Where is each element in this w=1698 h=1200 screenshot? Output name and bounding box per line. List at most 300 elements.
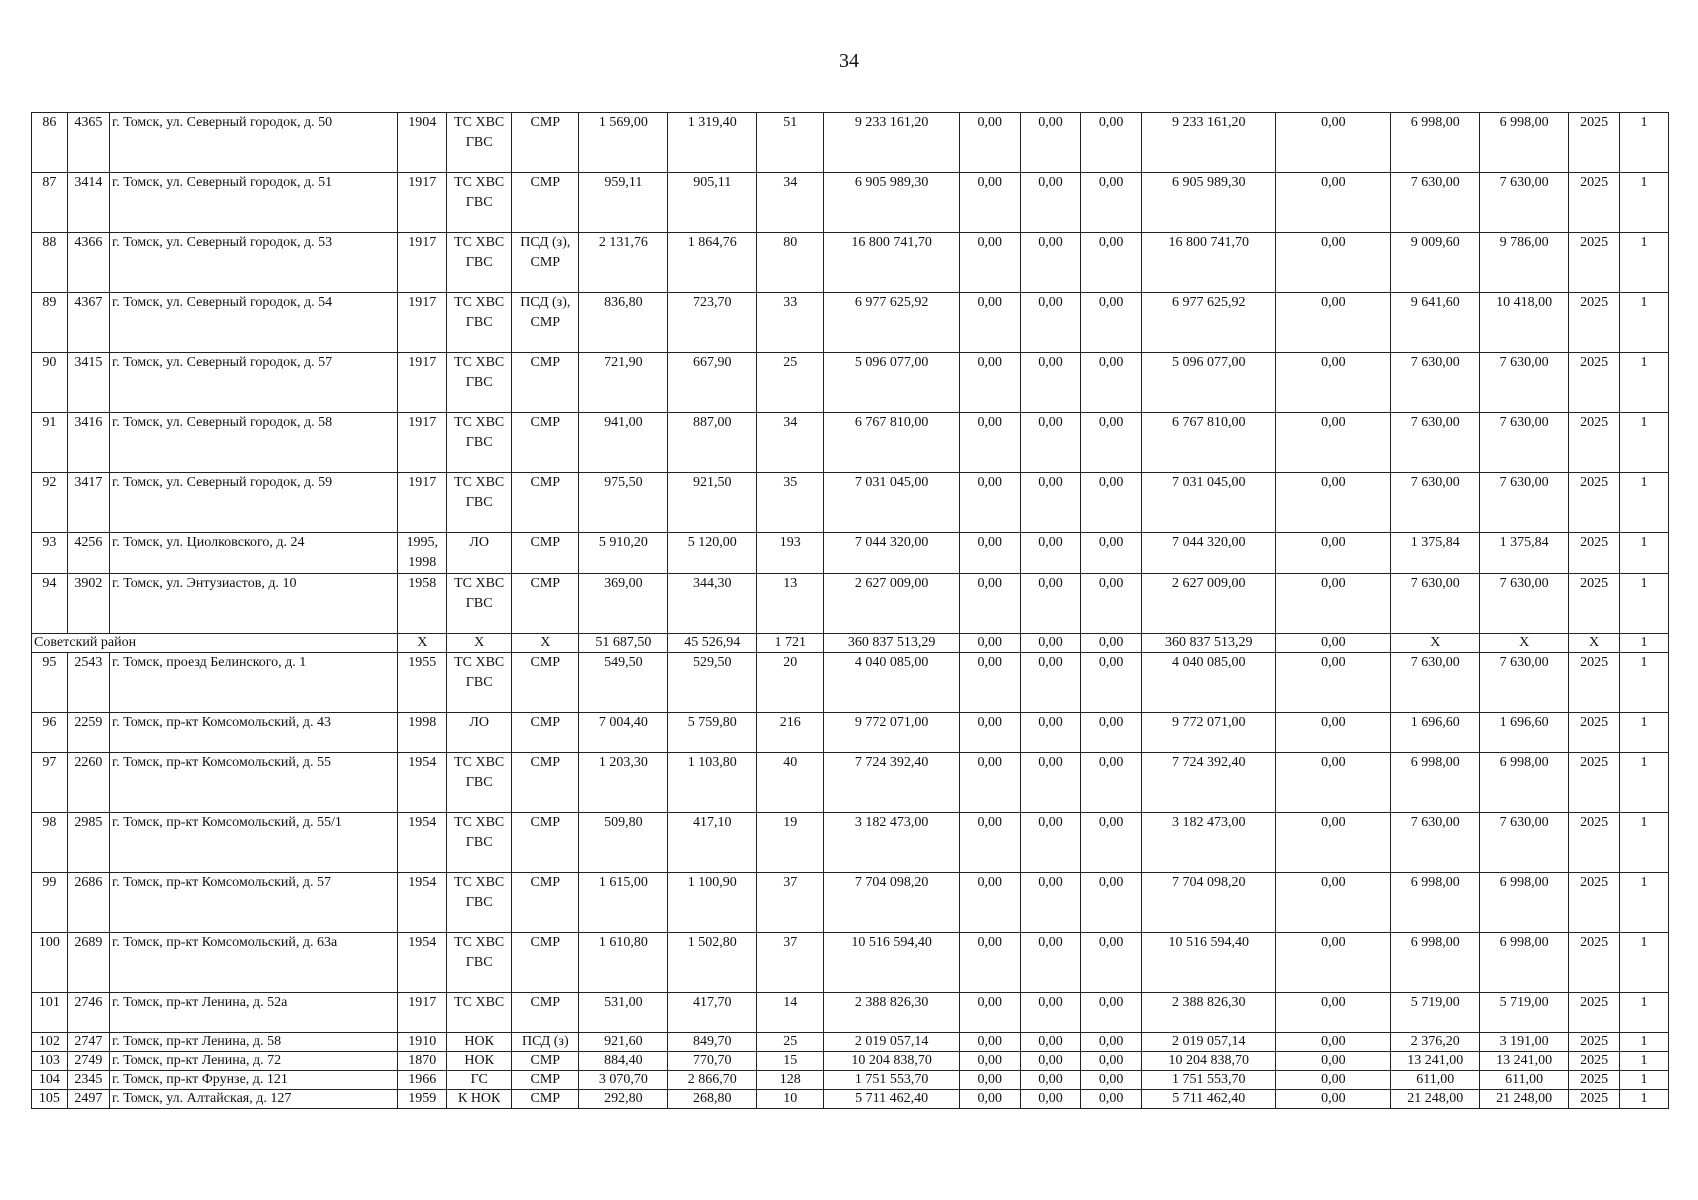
fund-1: 0,00 [959, 1033, 1020, 1052]
fund-1: 0,00 [959, 753, 1020, 813]
living-area: 45 526,94 [668, 634, 757, 653]
total-area: 721,90 [579, 353, 668, 413]
total-area: 1 615,00 [579, 873, 668, 933]
flag: 1 [1620, 413, 1669, 473]
district-subtotal-row [32, 634, 1669, 653]
address: г. Томск, ул. Северный городок, д. 59 [110, 473, 398, 533]
unit-cost-max: 6 998,00 [1480, 753, 1569, 813]
fund-3: 0,00 [1081, 533, 1142, 574]
row-number: 93 [32, 533, 68, 574]
table-row [32, 753, 1669, 813]
total-area: 51 687,50 [579, 634, 668, 653]
total-cost: 5 711 462,40 [824, 1090, 960, 1109]
fund-4: 1 751 553,70 [1142, 1071, 1276, 1090]
fund-3: 0,00 [1081, 653, 1142, 713]
address: г. Томск, пр-кт Ленина, д. 52а [110, 993, 398, 1033]
flag: 1 [1620, 653, 1669, 713]
flag: 1 [1620, 293, 1669, 353]
fund-3: 0,00 [1081, 753, 1142, 813]
unit-cost: 9 009,60 [1391, 233, 1480, 293]
work-type: СМР [512, 873, 579, 933]
living-area: 1 502,80 [668, 933, 757, 993]
unit-cost: 13 241,00 [1391, 1052, 1480, 1071]
total-cost: 3 182 473,00 [824, 813, 960, 873]
unit-cost-max: X [1480, 634, 1569, 653]
living-area: 770,70 [668, 1052, 757, 1071]
total-cost: 360 837 513,29 [824, 634, 960, 653]
living-area: 529,50 [668, 653, 757, 713]
house-id: 2749 [67, 1052, 109, 1071]
plan-year: 2025 [1569, 353, 1620, 413]
year-built: 1917 [398, 173, 447, 233]
systems: ТС ХВС ГВС [447, 653, 512, 713]
table-row [32, 873, 1669, 933]
systems: ТС ХВС ГВС [447, 173, 512, 233]
work-type: СМР [512, 653, 579, 713]
fund-3: 0,00 [1081, 293, 1142, 353]
year-built: 1917 [398, 473, 447, 533]
systems: ТС ХВС ГВС [447, 933, 512, 993]
fund-4: 6 977 625,92 [1142, 293, 1276, 353]
total-area: 1 610,80 [579, 933, 668, 993]
flag: 1 [1620, 1071, 1669, 1090]
address: г. Томск, ул. Циолковского, д. 24 [110, 533, 398, 574]
fund-4: 7 044 320,00 [1142, 533, 1276, 574]
fund-2: 0,00 [1020, 353, 1081, 413]
work-type: СМР [512, 473, 579, 533]
systems: НОК [447, 1052, 512, 1071]
unit-cost-max: 7 630,00 [1480, 813, 1569, 873]
residents-count: 37 [757, 933, 824, 993]
house-id: 3415 [67, 353, 109, 413]
total-cost: 2 388 826,30 [824, 993, 960, 1033]
unit-cost-max: 6 998,00 [1480, 113, 1569, 173]
total-area: 369,00 [579, 574, 668, 634]
unit-cost: 7 630,00 [1391, 173, 1480, 233]
address: г. Томск, ул. Северный городок, д. 54 [110, 293, 398, 353]
fund-4: 5 096 077,00 [1142, 353, 1276, 413]
flag: 1 [1620, 993, 1669, 1033]
year-built: 1966 [398, 1071, 447, 1090]
house-id: 2746 [67, 993, 109, 1033]
fund-4: 6 905 989,30 [1142, 173, 1276, 233]
total-cost: 10 516 594,40 [824, 933, 960, 993]
unit-cost: 5 719,00 [1391, 993, 1480, 1033]
fund-2: 0,00 [1020, 1071, 1081, 1090]
house-id: 2689 [67, 933, 109, 993]
row-number: 89 [32, 293, 68, 353]
plan-year: 2025 [1569, 753, 1620, 813]
table-row [32, 353, 1669, 413]
total-cost: 7 704 098,20 [824, 873, 960, 933]
fund-5: 0,00 [1276, 933, 1391, 993]
table-row [32, 933, 1669, 993]
flag: 1 [1620, 113, 1669, 173]
plan-year: 2025 [1569, 173, 1620, 233]
year-built: 1955 [398, 653, 447, 713]
fund-5: 0,00 [1276, 1090, 1391, 1109]
plan-year: 2025 [1569, 574, 1620, 634]
fund-5: 0,00 [1276, 713, 1391, 753]
total-cost: 9 233 161,20 [824, 113, 960, 173]
flag: 1 [1620, 1090, 1669, 1109]
total-cost: 7 724 392,40 [824, 753, 960, 813]
address: г. Томск, пр-кт Комсомольский, д. 43 [110, 713, 398, 753]
year-built: 1958 [398, 574, 447, 634]
plan-year: 2025 [1569, 813, 1620, 873]
fund-5: 0,00 [1276, 753, 1391, 813]
fund-5: 0,00 [1276, 634, 1391, 653]
systems: ТС ХВС ГВС [447, 113, 512, 173]
total-cost: 6 905 989,30 [824, 173, 960, 233]
residents-count: 34 [757, 173, 824, 233]
address: г. Томск, ул. Энтузиастов, д. 10 [110, 574, 398, 634]
residents-count: 35 [757, 473, 824, 533]
systems: К НОК [447, 1090, 512, 1109]
fund-5: 0,00 [1276, 813, 1391, 873]
fund-4: 2 388 826,30 [1142, 993, 1276, 1033]
systems: ТС ХВС [447, 993, 512, 1033]
unit-cost: 7 630,00 [1391, 473, 1480, 533]
house-id: 3417 [67, 473, 109, 533]
unit-cost: 6 998,00 [1391, 933, 1480, 993]
total-area: 959,11 [579, 173, 668, 233]
living-area: 5 120,00 [668, 533, 757, 574]
systems: ТС ХВС ГВС [447, 413, 512, 473]
unit-cost-max: 7 630,00 [1480, 173, 1569, 233]
year-built: 1995, 1998 [398, 533, 447, 574]
living-area: 2 866,70 [668, 1071, 757, 1090]
systems: ГС [447, 1071, 512, 1090]
fund-3: 0,00 [1081, 713, 1142, 753]
systems: ТС ХВС ГВС [447, 233, 512, 293]
total-cost: 1 751 553,70 [824, 1071, 960, 1090]
fund-4: 6 767 810,00 [1142, 413, 1276, 473]
fund-1: 0,00 [959, 473, 1020, 533]
fund-3: 0,00 [1081, 233, 1142, 293]
unit-cost: 6 998,00 [1391, 113, 1480, 173]
fund-4: 7 724 392,40 [1142, 753, 1276, 813]
unit-cost-max: 611,00 [1480, 1071, 1569, 1090]
residents-count: 20 [757, 653, 824, 713]
flag: 1 [1620, 173, 1669, 233]
fund-3: 0,00 [1081, 1052, 1142, 1071]
unit-cost: 6 998,00 [1391, 753, 1480, 813]
fund-5: 0,00 [1276, 993, 1391, 1033]
house-id: 2260 [67, 753, 109, 813]
living-area: 268,80 [668, 1090, 757, 1109]
fund-4: 7 031 045,00 [1142, 473, 1276, 533]
row-number: 99 [32, 873, 68, 933]
address: г. Томск, ул. Северный городок, д. 50 [110, 113, 398, 173]
address: г. Томск, ул. Северный городок, д. 57 [110, 353, 398, 413]
work-type: СМР [512, 933, 579, 993]
total-cost: 6 767 810,00 [824, 413, 960, 473]
flag: 1 [1620, 634, 1669, 653]
fund-1: 0,00 [959, 813, 1020, 873]
row-number: 88 [32, 233, 68, 293]
work-type: ПСД (з), СМР [512, 233, 579, 293]
flag: 1 [1620, 233, 1669, 293]
fund-5: 0,00 [1276, 233, 1391, 293]
total-area: 836,80 [579, 293, 668, 353]
row-number: 100 [32, 933, 68, 993]
total-cost: 16 800 741,70 [824, 233, 960, 293]
fund-3: 0,00 [1081, 634, 1142, 653]
total-cost: 6 977 625,92 [824, 293, 960, 353]
plan-year: 2025 [1569, 113, 1620, 173]
fund-1: 0,00 [959, 233, 1020, 293]
living-area: 417,70 [668, 993, 757, 1033]
fund-5: 0,00 [1276, 293, 1391, 353]
residents-count: 13 [757, 574, 824, 634]
flag: 1 [1620, 873, 1669, 933]
table-row [32, 413, 1669, 473]
living-area: 667,90 [668, 353, 757, 413]
fund-2: 0,00 [1020, 653, 1081, 713]
residents-count: 25 [757, 1033, 824, 1052]
work-type: СМР [512, 113, 579, 173]
table-row [32, 533, 1669, 574]
unit-cost: 7 630,00 [1391, 813, 1480, 873]
fund-3: 0,00 [1081, 933, 1142, 993]
living-area: 921,50 [668, 473, 757, 533]
house-id: 4367 [67, 293, 109, 353]
fund-4: 9 233 161,20 [1142, 113, 1276, 173]
fund-5: 0,00 [1276, 353, 1391, 413]
unit-cost-max: 13 241,00 [1480, 1052, 1569, 1071]
page-number: 34 [839, 50, 859, 72]
fund-5: 0,00 [1276, 653, 1391, 713]
unit-cost: 7 630,00 [1391, 353, 1480, 413]
unit-cost-max: 1 696,60 [1480, 713, 1569, 753]
year-built: X [398, 634, 447, 653]
total-area: 292,80 [579, 1090, 668, 1109]
year-built: 1954 [398, 933, 447, 993]
residents-count: 25 [757, 353, 824, 413]
fund-4: 10 516 594,40 [1142, 933, 1276, 993]
living-area: 849,70 [668, 1033, 757, 1052]
systems: ЛО [447, 713, 512, 753]
total-area: 2 131,76 [579, 233, 668, 293]
fund-3: 0,00 [1081, 993, 1142, 1033]
house-id: 3414 [67, 173, 109, 233]
fund-2: 0,00 [1020, 293, 1081, 353]
residents-count: 128 [757, 1071, 824, 1090]
house-id: 2985 [67, 813, 109, 873]
work-type: ПСД (з) [512, 1033, 579, 1052]
residents-count: 216 [757, 713, 824, 753]
unit-cost: 7 630,00 [1391, 413, 1480, 473]
row-number: 91 [32, 413, 68, 473]
table-row [32, 1052, 1669, 1071]
fund-4: 16 800 741,70 [1142, 233, 1276, 293]
total-area: 509,80 [579, 813, 668, 873]
fund-1: 0,00 [959, 873, 1020, 933]
plan-year: 2025 [1569, 473, 1620, 533]
fund-1: 0,00 [959, 113, 1020, 173]
fund-2: 0,00 [1020, 574, 1081, 634]
row-number: 97 [32, 753, 68, 813]
total-cost: 4 040 085,00 [824, 653, 960, 713]
flag: 1 [1620, 533, 1669, 574]
unit-cost-max: 7 630,00 [1480, 413, 1569, 473]
unit-cost: 9 641,60 [1391, 293, 1480, 353]
table-row [32, 473, 1669, 533]
total-area: 3 070,70 [579, 1071, 668, 1090]
unit-cost-max: 6 998,00 [1480, 933, 1569, 993]
fund-1: 0,00 [959, 293, 1020, 353]
fund-1: 0,00 [959, 353, 1020, 413]
address: г. Томск, пр-кт Фрунзе, д. 121 [110, 1071, 398, 1090]
address: г. Томск, пр-кт Ленина, д. 58 [110, 1033, 398, 1052]
fund-2: 0,00 [1020, 233, 1081, 293]
unit-cost-max: 7 630,00 [1480, 653, 1569, 713]
systems: X [447, 634, 512, 653]
year-built: 1954 [398, 873, 447, 933]
table-row [32, 233, 1669, 293]
row-number: 101 [32, 993, 68, 1033]
unit-cost-max: 21 248,00 [1480, 1090, 1569, 1109]
year-built: 1910 [398, 1033, 447, 1052]
unit-cost-max: 7 630,00 [1480, 574, 1569, 634]
unit-cost-max: 1 375,84 [1480, 533, 1569, 574]
fund-2: 0,00 [1020, 713, 1081, 753]
table-row [32, 813, 1669, 873]
year-built: 1870 [398, 1052, 447, 1071]
fund-3: 0,00 [1081, 1033, 1142, 1052]
living-area: 1 103,80 [668, 753, 757, 813]
unit-cost: 611,00 [1391, 1071, 1480, 1090]
flag: 1 [1620, 574, 1669, 634]
residents-count: 33 [757, 293, 824, 353]
plan-year: 2025 [1569, 873, 1620, 933]
house-id: 2345 [67, 1071, 109, 1090]
total-cost: 7 031 045,00 [824, 473, 960, 533]
fund-1: 0,00 [959, 1090, 1020, 1109]
fund-4: 3 182 473,00 [1142, 813, 1276, 873]
fund-2: 0,00 [1020, 993, 1081, 1033]
row-number: 103 [32, 1052, 68, 1071]
residents-count: 193 [757, 533, 824, 574]
work-type: СМР [512, 713, 579, 753]
fund-1: 0,00 [959, 574, 1020, 634]
plan-year: 2025 [1569, 1071, 1620, 1090]
row-number: 92 [32, 473, 68, 533]
residents-count: 10 [757, 1090, 824, 1109]
unit-cost-max: 5 719,00 [1480, 993, 1569, 1033]
fund-3: 0,00 [1081, 113, 1142, 173]
address: г. Томск, пр-кт Комсомольский, д. 55 [110, 753, 398, 813]
work-type: СМР [512, 574, 579, 634]
fund-1: 0,00 [959, 634, 1020, 653]
fund-5: 0,00 [1276, 173, 1391, 233]
house-id: 2686 [67, 873, 109, 933]
fund-2: 0,00 [1020, 473, 1081, 533]
fund-3: 0,00 [1081, 1090, 1142, 1109]
year-built: 1954 [398, 813, 447, 873]
unit-cost: 1 375,84 [1391, 533, 1480, 574]
residents-count: 37 [757, 873, 824, 933]
fund-1: 0,00 [959, 713, 1020, 753]
unit-cost-max: 3 191,00 [1480, 1033, 1569, 1052]
fund-2: 0,00 [1020, 813, 1081, 873]
total-cost: 7 044 320,00 [824, 533, 960, 574]
house-id: 3902 [67, 574, 109, 634]
living-area: 887,00 [668, 413, 757, 473]
fund-5: 0,00 [1276, 413, 1391, 473]
house-id: 2259 [67, 713, 109, 753]
fund-5: 0,00 [1276, 473, 1391, 533]
flag: 1 [1620, 933, 1669, 993]
total-cost: 2 627 009,00 [824, 574, 960, 634]
year-built: 1959 [398, 1090, 447, 1109]
fund-2: 0,00 [1020, 873, 1081, 933]
fund-4: 9 772 071,00 [1142, 713, 1276, 753]
living-area: 5 759,80 [668, 713, 757, 753]
row-number: 95 [32, 653, 68, 713]
residents-count: 19 [757, 813, 824, 873]
row-number: 86 [32, 113, 68, 173]
fund-1: 0,00 [959, 653, 1020, 713]
address: г. Томск, пр-кт Ленина, д. 72 [110, 1052, 398, 1071]
living-area: 723,70 [668, 293, 757, 353]
flag: 1 [1620, 1033, 1669, 1052]
living-area: 344,30 [668, 574, 757, 634]
fund-5: 0,00 [1276, 113, 1391, 173]
plan-year: 2025 [1569, 533, 1620, 574]
row-number: 87 [32, 173, 68, 233]
work-type: СМР [512, 753, 579, 813]
row-number: 104 [32, 1071, 68, 1090]
systems: ТС ХВС ГВС [447, 574, 512, 634]
total-area: 975,50 [579, 473, 668, 533]
unit-cost-max: 6 998,00 [1480, 873, 1569, 933]
total-area: 941,00 [579, 413, 668, 473]
table-row [32, 293, 1669, 353]
fund-2: 0,00 [1020, 1052, 1081, 1071]
systems: ТС ХВС ГВС [447, 753, 512, 813]
plan-year: 2025 [1569, 413, 1620, 473]
systems: ТС ХВС ГВС [447, 873, 512, 933]
house-id: 2497 [67, 1090, 109, 1109]
plan-year: 2025 [1569, 233, 1620, 293]
flag: 1 [1620, 753, 1669, 813]
fund-3: 0,00 [1081, 473, 1142, 533]
fund-1: 0,00 [959, 173, 1020, 233]
plan-year: 2025 [1569, 933, 1620, 993]
house-id: 2543 [67, 653, 109, 713]
systems: ТС ХВС ГВС [447, 353, 512, 413]
work-type: СМР [512, 353, 579, 413]
fund-4: 5 711 462,40 [1142, 1090, 1276, 1109]
address: г. Томск, пр-кт Комсомольский, д. 57 [110, 873, 398, 933]
register-table [31, 112, 1669, 1109]
fund-1: 0,00 [959, 413, 1020, 473]
address: г. Томск, ул. Северный городок, д. 51 [110, 173, 398, 233]
work-type: СМР [512, 173, 579, 233]
systems: ТС ХВС ГВС [447, 813, 512, 873]
plan-year: 2025 [1569, 1090, 1620, 1109]
work-type: СМР [512, 1071, 579, 1090]
row-number: 94 [32, 574, 68, 634]
year-built: 1917 [398, 233, 447, 293]
fund-2: 0,00 [1020, 1090, 1081, 1109]
plan-year: 2025 [1569, 653, 1620, 713]
year-built: 1998 [398, 713, 447, 753]
plan-year: 2025 [1569, 293, 1620, 353]
work-type: СМР [512, 993, 579, 1033]
